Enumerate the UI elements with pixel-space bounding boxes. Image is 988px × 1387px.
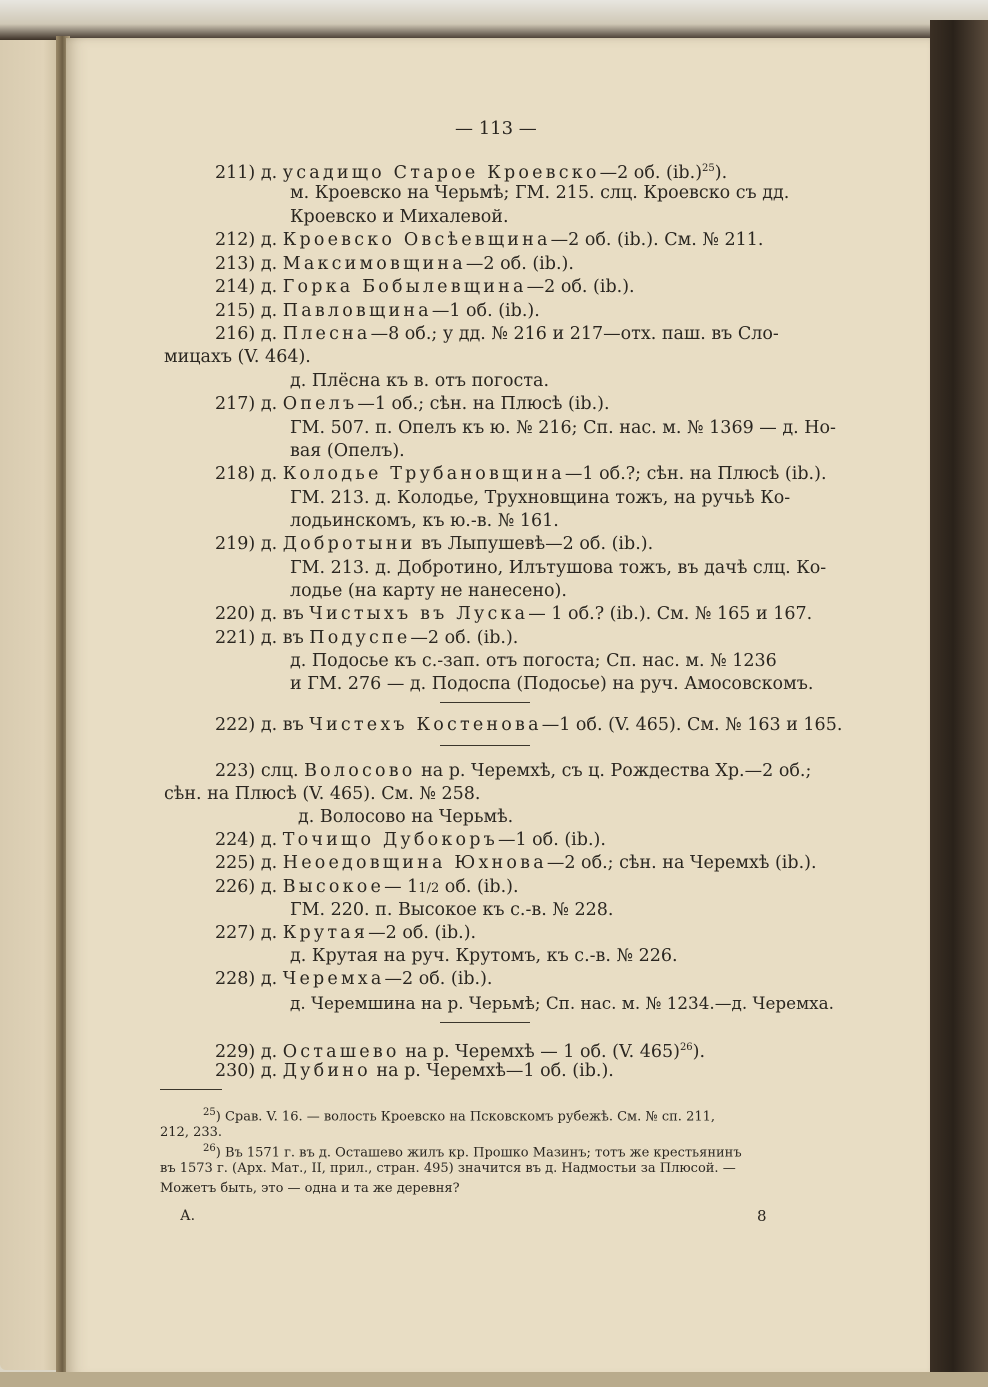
entry-kind: д. (260, 162, 278, 183)
entry-223: 223) слц. Волосово на р. Черемхѣ, съ ц. Рождества Хр.—2 об.; (215, 761, 812, 781)
footnote-rule (160, 1089, 222, 1090)
entry-221-note-2: и ГМ. 276 — д. Подоспа (Подосье) на руч. Амосовскомъ. (290, 674, 814, 694)
entry-214: 214) д. Горка Бобылевщина—2 об. (ib.). (215, 277, 635, 297)
entry-219: 219) д. Добротыни въ Лыпушевѣ—2 об. (ib.). (215, 534, 654, 554)
fraction: 1/2 (418, 881, 440, 896)
entry-211-note-2: Кроевско и Михалевой. (290, 207, 509, 227)
footnote-25-cont: 212, 233. (160, 1125, 223, 1140)
entry-226-note-1: ГМ. 220. п. Высокое къ с.-в. № 228. (290, 900, 614, 920)
entry-226: 226) д. Высокое— 11/2 об. (ib.). (215, 877, 519, 897)
entry-222: 222) д. въ Чистехъ Костенова—1 об. (V. 465). См. № 163 и 165. (215, 715, 843, 735)
footnote-ref: 26 (679, 1042, 693, 1053)
entry-215: 215) д. Павловщина—1 об. (ib.). (215, 301, 540, 321)
signature-mark: А. (180, 1208, 196, 1224)
book-cover-edge (930, 20, 988, 1387)
entry-219-note-2: лодье (на карту не нанесено). (290, 581, 567, 601)
entry-212: 212) д. Кроевско Овсѣевщина—2 об. (ib.). См. № 211. (215, 230, 764, 250)
entry-221: 221) д. въ Подуспе—2 об. (ib.). (215, 628, 519, 648)
footnote-26-cont-2: Можетъ быть, это — одна и та же деревня? (160, 1181, 460, 1196)
book-bottom-edge (0, 1372, 988, 1387)
entry-217-note-1: ГМ. 507. п. Опелъ къ ю. № 216; Сп. нас. м. № 1369 — д. Но- (290, 418, 836, 438)
entry-213: 213) д. Максимовщина—2 об. (ib.). (215, 254, 574, 274)
section-rule (440, 1022, 530, 1023)
entry-227-note-1: д. Крутая на руч. Крутомъ, къ с.-в. № 226. (290, 946, 678, 966)
entry-228: 228) д. Черемха—2 об. (ib.). (215, 969, 493, 989)
book-top-edge (0, 0, 988, 40)
entry-211: 211) д. усадищо Старое Кроевско—2 об. $(ib.)^{25}$). (215, 162, 728, 183)
entry-217-note-2: вая (Опелъ). (290, 441, 405, 461)
footnote-26: $^{26}$) Въ 1571 г. въ д. Осташево жилъ кр. Прошко Мазинъ; тотъ же крестьянинъ (203, 1143, 742, 1161)
entry-229: 229) д. Осташево на р. Черемхѣ — 1 об. (V. 465)$^{26}$). (215, 1041, 706, 1062)
entry-218: 218) д. Колодье Трубановщина—1 об.?; сѣн. на Плюсѣ (ib.). (215, 464, 827, 484)
footnote-26-cont-1: въ 1573 г. (Арх. Мат., II, прил., стран. 495) значится въ д. Надмостьи за Плюсой. — (160, 1161, 736, 1176)
section-rule (440, 745, 530, 746)
entry-218-note-1: ГМ. 213. д. Колодье, Трухновщина тожъ, на ручьѣ Ко- (290, 488, 791, 508)
entry-217: 217) д. Опелъ—1 об.; сѣн. на Плюсѣ (ib.). (215, 394, 610, 414)
entry-225: 225) д. Неоедовщина Юхнова—2 об.; сѣн. на Черемхѣ (ib.). (215, 853, 817, 873)
entry-desc: —2 об. (ib.) (599, 162, 703, 183)
entry-220: 220) д. въ Чистыхъ въ Луска— 1 об.? (ib.). См. № 165 и 167. (215, 604, 813, 624)
entry-211-note-1: м. Кроевско на Черьмѣ; ГМ. 215. слц. Кроевско съ дд. (290, 183, 790, 203)
entry-228-note-1: д. Черемшина на р. Черьмѣ; Сп. нас. м. № 1234.—д. Черемха. (290, 993, 834, 1013)
page-number: — 113 — (455, 118, 537, 139)
entry-216-note-1: мицахъ (V. 464). (164, 347, 311, 367)
entry-number: 211) (215, 162, 256, 183)
footnote-mark: 25 (203, 1107, 216, 1118)
left-page-edge (0, 40, 62, 1370)
entry-216-note-2: д. Плёсна къ в. отъ погоста. (290, 371, 550, 391)
entry-216: 216) д. Плесна—8 об.; у дд. № 216 и 217—отх. паш. въ Сло- (215, 324, 779, 344)
footnote-ref: 25 (702, 163, 715, 174)
sheet-number: 8 (757, 1207, 767, 1225)
footnote-25: $^{25}$) Срав. V. 16. — волость Кроевско на Псковскомъ рубежѣ. См. № сп. 211, (203, 1107, 716, 1125)
entry-227: 227) д. Крутая—2 об. (ib.). (215, 923, 477, 943)
footnote-mark: 26 (203, 1143, 216, 1154)
entry-223-note-1: сѣн. на Плюсѣ (V. 465). См. № 258. (164, 784, 481, 804)
entry-218-note-2: лодьинскомъ, къ ю.-в. № 161. (290, 511, 559, 531)
section-rule (440, 702, 530, 703)
entry-221-note-1: д. Подосье къ с.-зап. отъ погоста; Сп. нас. м. № 1236 (290, 651, 777, 671)
entry-219-note-1: ГМ. 213. д. Добротино, Илътушова тожъ, въ дачѣ слц. Ко- (290, 558, 827, 578)
entry-name: усадищо Старое Кроевско (282, 162, 600, 183)
entry-230: 230) д. Дубино на р. Черемхѣ—1 об. (ib.). (215, 1061, 614, 1081)
entry-223-note-2: д. Волосово на Черьмѣ. (298, 807, 514, 827)
entry-224: 224) д. Точищо Дубокоръ—1 об. (ib.). (215, 830, 606, 850)
